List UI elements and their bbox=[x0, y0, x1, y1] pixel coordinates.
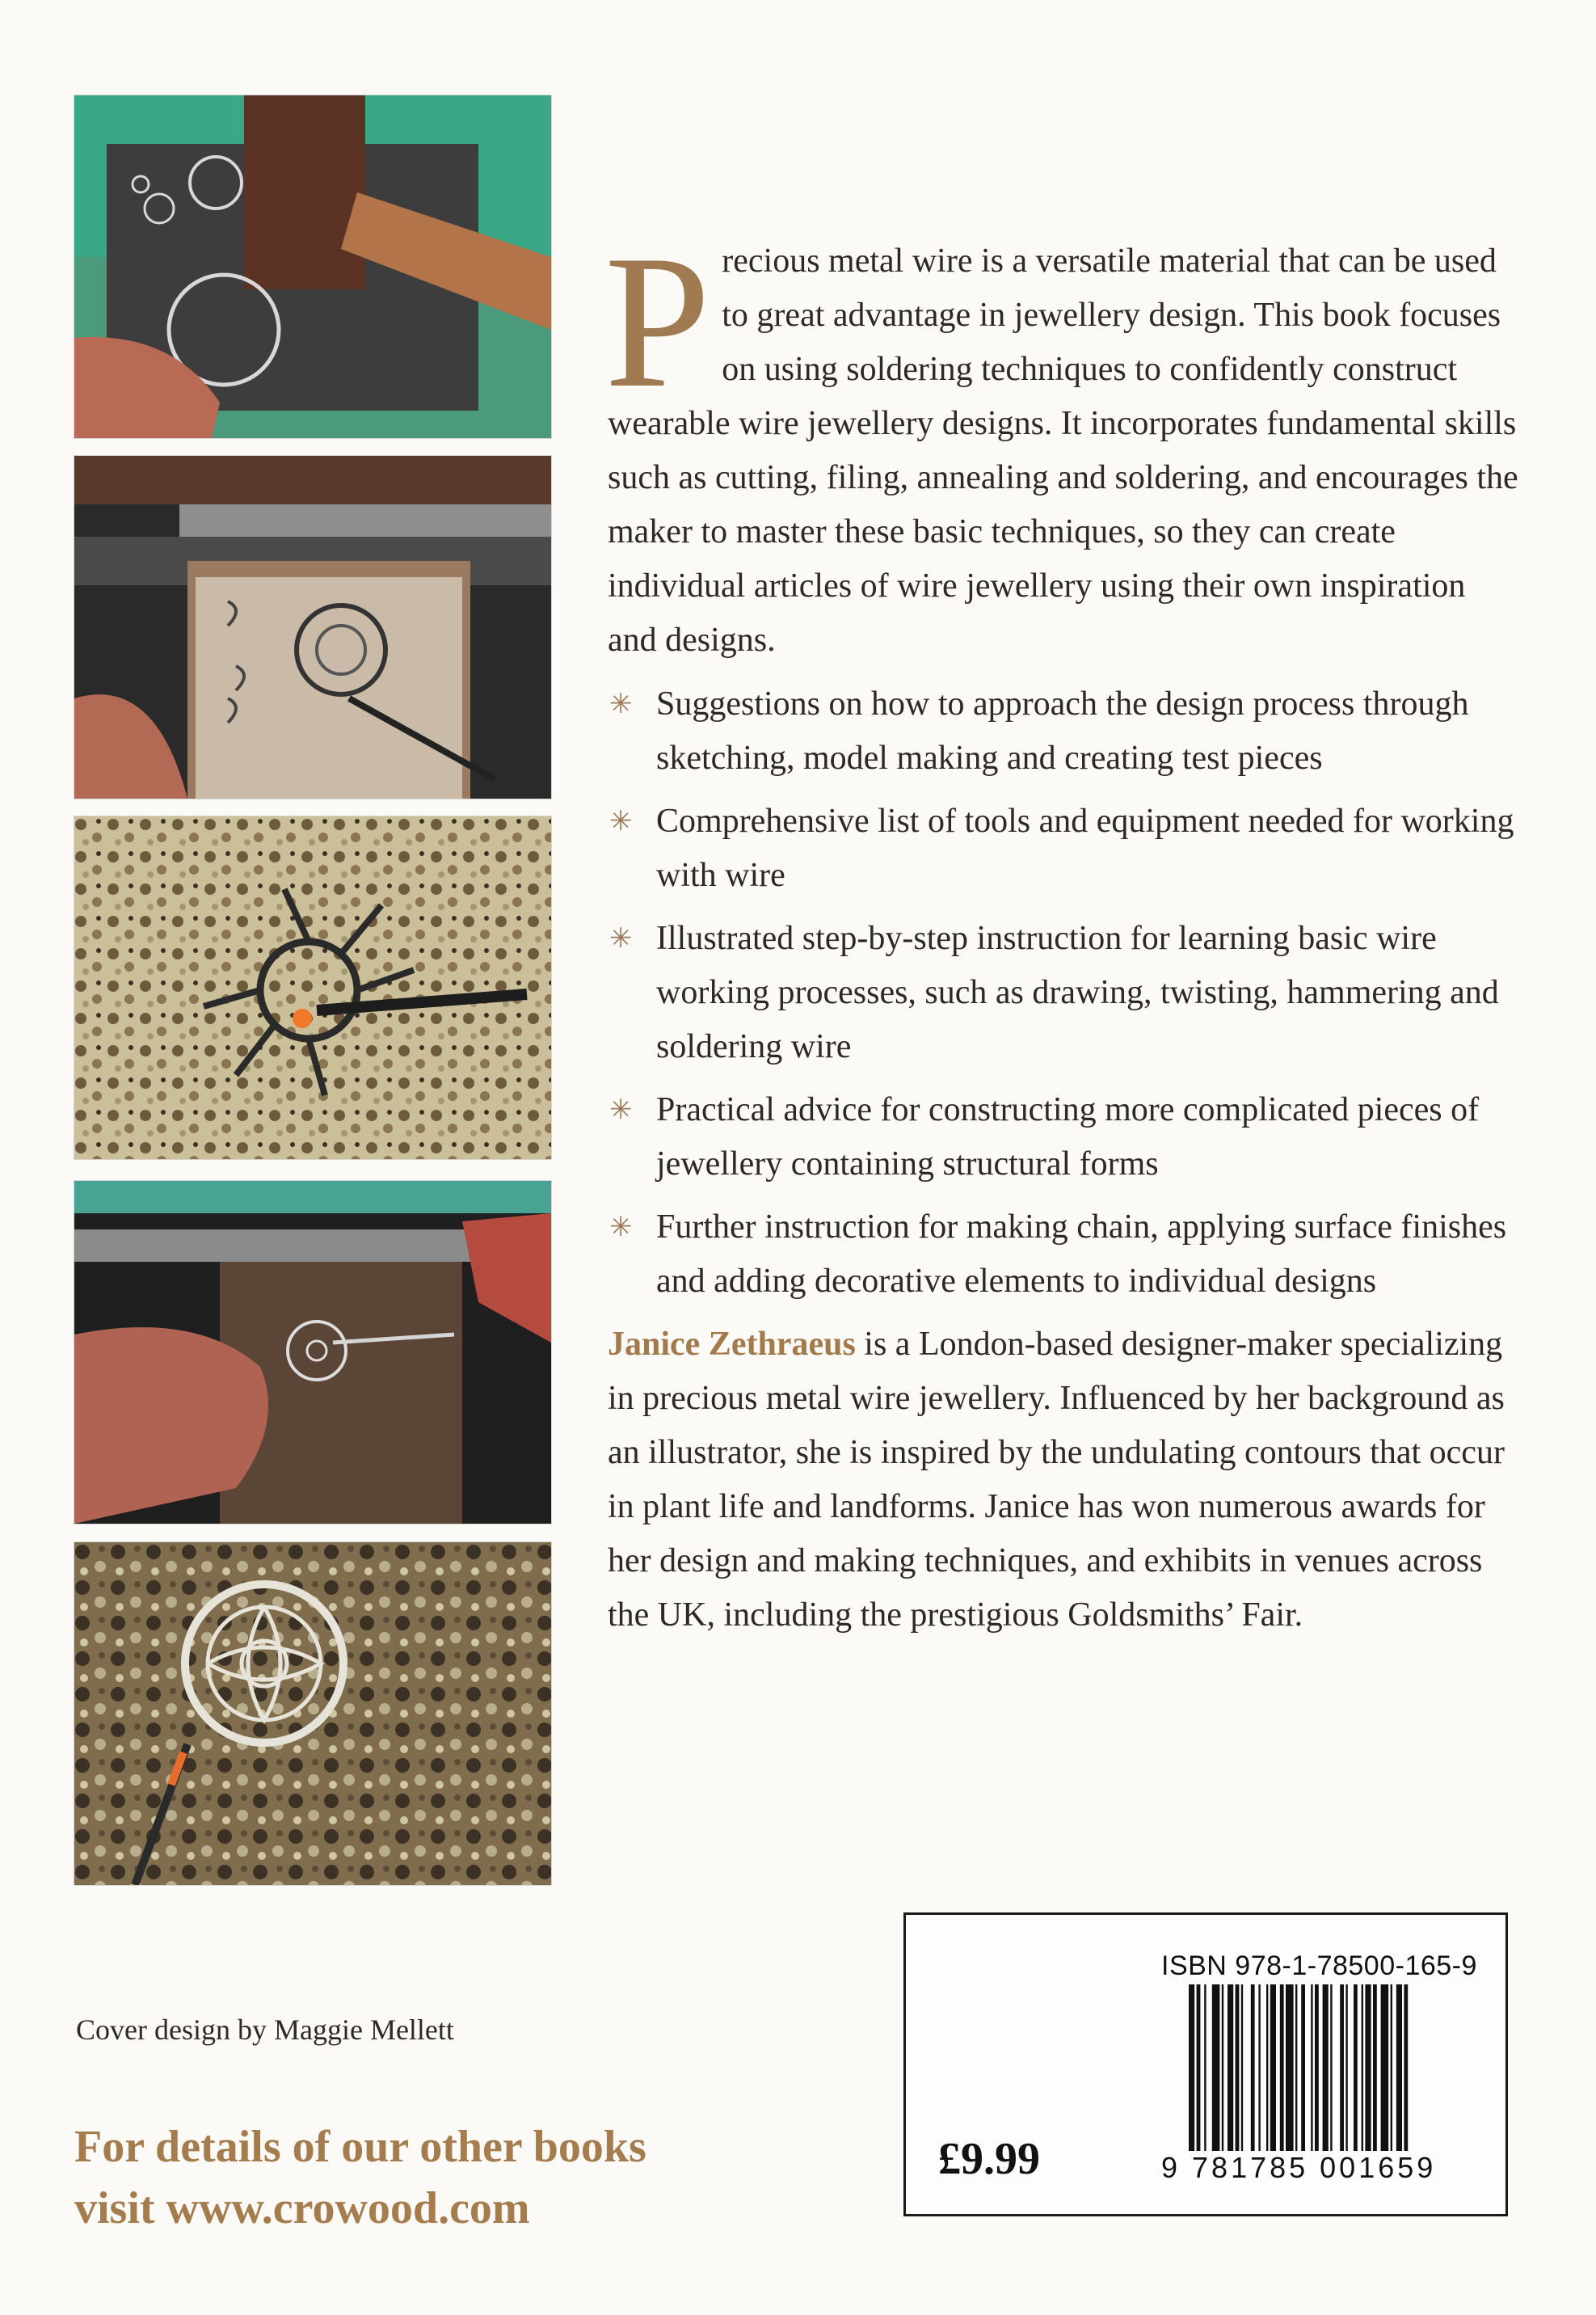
asterisk-bullet-icon: ✳ bbox=[609, 922, 633, 955]
intro-text: recious metal wire is a versatile material that can be used to great advantage in jewellery design. This book focuses on using soldering techniques to confidently construct wearable wire jewellery designs. It incorporates fundamental skills such as cutting, filing, annealing and soldering, and encourages the maker to master these basic techniques, so they can create individual articles of wire jewellery using their own inspiration and designs. bbox=[608, 242, 1518, 659]
list-item bbox=[608, 912, 1521, 1074]
author-bio-text: is a London-based designer-maker specializing in precious metal wire jewellery. Influenced by her background as an illustrator, she is inspired by the undulating contours that occur in plant life and landforms. Janice has won numerous awards for her design and making techniques, and exhibits in venues across the UK, including the prestigious Goldsmiths’ Fair. bbox=[608, 1326, 1505, 1634]
list-item-text: Further instruction for making chain, applying surface finishes and adding decorative elements to individual designs bbox=[656, 1208, 1507, 1300]
asterisk-bullet-icon: ✳ bbox=[609, 1211, 633, 1243]
list-item bbox=[608, 677, 1521, 786]
list-item bbox=[608, 795, 1521, 903]
blurb bbox=[604, 217, 1521, 1642]
publisher-promo bbox=[74, 2116, 646, 2239]
list-item-text: Illustrated step-by-step instruction for learning basic wire working processes, such as drawing, twisting, hammering and soldering wire bbox=[656, 920, 1499, 1065]
asterisk-bullet-icon: ✳ bbox=[609, 1094, 633, 1126]
ean-digits: 9 781785 001659 bbox=[1161, 2151, 1437, 2184]
author-name: Janice Zethraeus bbox=[608, 1326, 856, 1363]
feature-list bbox=[608, 677, 1521, 1309]
list-item bbox=[608, 1083, 1521, 1191]
cover-design-credit: Cover design by Maggie Mellett bbox=[76, 2014, 454, 2046]
isbn-number: ISBN 978-1-78500-165-9 bbox=[1161, 1950, 1477, 1981]
holding-piece-photo bbox=[74, 1181, 551, 1524]
promo-line: For details of our other books bbox=[74, 2122, 646, 2172]
asterisk-bullet-icon: ✳ bbox=[609, 688, 633, 720]
author-bio bbox=[608, 1318, 1521, 1642]
list-item-text: Suggestions on how to approach the design process through sketching, model making and creating test pieces bbox=[656, 685, 1469, 777]
intro-paragraph bbox=[604, 217, 1521, 668]
soldering-photo bbox=[74, 816, 551, 1159]
hammer-and-rings-photo bbox=[74, 95, 551, 438]
finished-piece-photo bbox=[74, 1542, 551, 1885]
list-item bbox=[608, 1200, 1521, 1309]
promo-website: visit www.crowood.com bbox=[74, 2183, 530, 2233]
list-item-text: Comprehensive list of tools and equipment needed for working with wire bbox=[656, 803, 1514, 894]
asterisk-bullet-icon: ✳ bbox=[609, 805, 633, 837]
price: £9.99 bbox=[938, 2134, 1040, 2184]
drop-cap: P bbox=[604, 217, 711, 428]
list-item-text: Practical advice for constructing more complicated pieces of jewellery containing structural forms bbox=[656, 1091, 1480, 1183]
barcode-box bbox=[903, 1912, 1508, 2216]
barcode-icon bbox=[1189, 1984, 1481, 2151]
wire-layout-photo bbox=[74, 456, 551, 799]
